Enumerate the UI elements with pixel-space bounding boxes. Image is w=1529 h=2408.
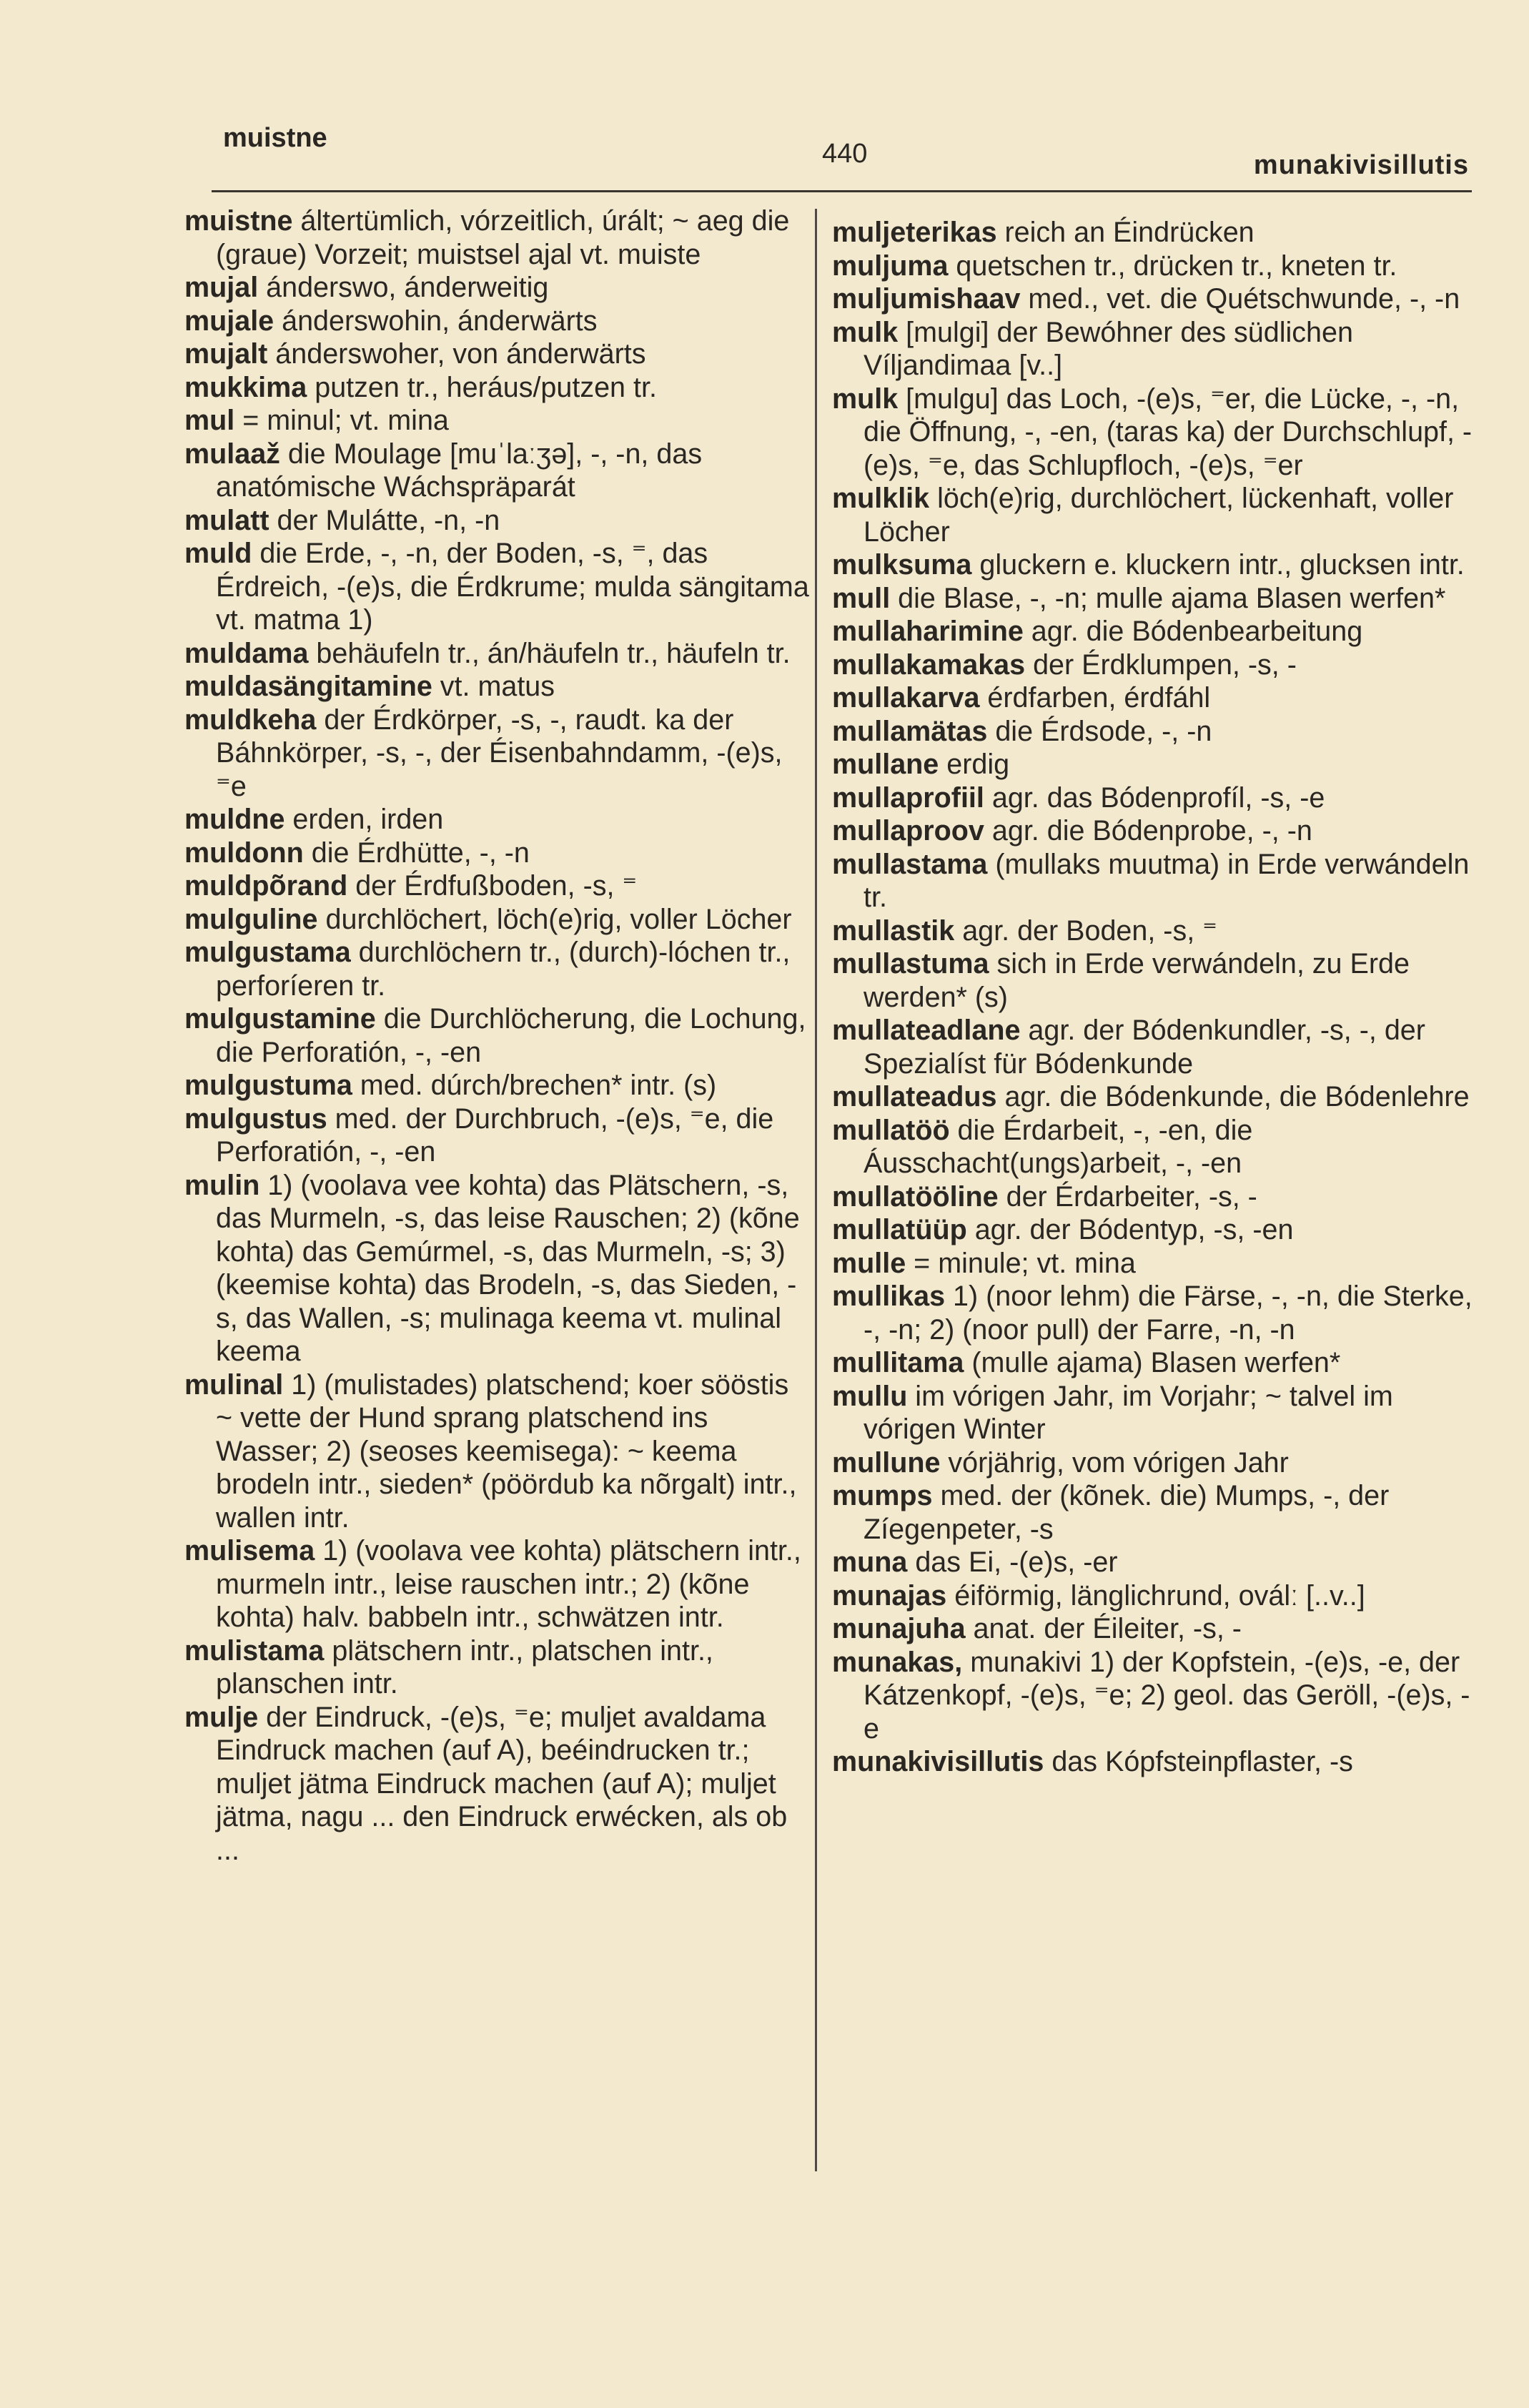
dictionary-entry: muldama behäufeln tr., án/häufeln tr., häufeln tr. <box>184 637 791 669</box>
dictionary-entry: munakivisillutis das Kópfsteinpflaster, -s <box>832 1746 1353 1777</box>
dictionary-entry: muldonn die Érdhütte, -, -n <box>184 837 530 869</box>
dictionary-entry: mulgustama durchlöchern tr., (durch)-lóchen tr., perforíeren tr. <box>184 937 791 1002</box>
left-column <box>184 204 812 1867</box>
dictionary-entry: mullatüüp agr. der Bódentyp, -s, -en <box>832 1214 1294 1245</box>
dictionary-entry: muld die Erde, -, -n, der Boden, -s, ⁼, das Érdreich, -(e)s, die Érdkrume; mulda sängitama vt. matma 1) <box>184 538 809 636</box>
dictionary-entry: mulk [mulgi] der Bewóhner des südlichen Víljandimaa [v..] <box>832 316 1353 381</box>
dictionary-entry: mulje der Eindruck, -(e)s, ⁼e; muljet avaldama Eindruck machen (auf A), beéindrucken tr.; muljet jätma Eindruck machen (auf A); muljet jätma, nagu ... den Eindruck erwécken, als ob ... <box>184 1701 788 1866</box>
dictionary-entry: mullastik agr. der Boden, -s, ⁼ <box>832 914 1218 947</box>
dictionary-entry: mullane erdig <box>832 749 1010 780</box>
dictionary-entry: mujal ánderswo, ánderweitig <box>184 272 549 303</box>
dictionary-entry: mullamätas die Érdsode, -, -n <box>832 715 1212 747</box>
dictionary-entry: muljeterikas reich an Éindrücken <box>832 217 1255 248</box>
dictionary-entry: mullatööline der Érdarbeiter, -s, - <box>832 1180 1257 1213</box>
dictionary-entry: mullastuma sich in Erde verwándeln, zu Erde werden* (s) <box>832 948 1410 1013</box>
dictionary-entry: mulinal 1) (mulistades) platschend; koer sööstis ~ vette der Hund sprang platschend ins Wasser; 2) (seoses keemisega): ~ keema brodeln intr., sieden* (pöördub ka nõrgalt) intr., wallen intr. <box>184 1368 797 1534</box>
dictionary-entry: mulgustuma med. dúrch/brechen* intr. (s) <box>184 1070 717 1101</box>
dictionary-entry: mukkima putzen tr., heráus/putzen tr. <box>184 371 657 403</box>
dictionary-entry: mulksuma gluckern e. kluckern intr., glucksen intr. <box>832 549 1465 581</box>
dictionary-entry: mulatt der Mulátte, -n, -n <box>184 504 500 536</box>
dictionary-entry: mullikas 1) (noor lehm) die Färse, -, -n, die Sterke, -, -n; 2) (noor pull) der Farre, -n, -n <box>832 1281 1473 1346</box>
dictionary-entry: mulgustamine die Durchlöcherung, die Lochung, die Perforatión, -, -en <box>184 1003 806 1068</box>
dictionary-entry: mujale ánderswohin, ánderwärts <box>184 305 598 337</box>
dictionary-entry: mulistama plätschern intr., platschen intr., planschen intr. <box>184 1634 713 1699</box>
dictionary-entry: mullaprofiil agr. das Bódenprofíl, -s, -e <box>832 781 1325 814</box>
dictionary-entry: mullaproov agr. die Bódenprobe, -, -n <box>832 815 1312 847</box>
dictionary-entry: mul = minul; vt. mina <box>184 405 449 436</box>
dictionary-entry: mulle = minule; vt. mina <box>832 1247 1136 1279</box>
dictionary-entry: mulin 1) (voolava vee kohta) das Plätschern, -s, das Murmeln, -s, das leise Rauschen; 2) (kõne kohta) das Gemúrmel, -s, das Murmeln, -s; 3) (keemise kohta) das Brodeln, -s, das Sieden, -s, das Wallen, -s; mulinaga keema vt. mulinal keema <box>184 1169 800 1367</box>
dictionary-entry: muistne áltertümlich, vórzeitlich, úrált; ~ aeg die (graue) Vorzeit; muistsel ajal vt. muiste <box>184 205 790 270</box>
header-rule <box>212 190 1472 192</box>
dictionary-entry: mumps med. der (kõnek. die) Mumps, -, der Zíegenpeter, -s <box>832 1480 1390 1545</box>
dictionary-entry: mulisema 1) (voolava vee kohta) plätschern intr., murmeln intr., leise rauschen intr.; 2) (kõne kohta) halv. babbeln intr., schwätzen intr. <box>184 1535 801 1633</box>
dictionary-entry: mullateadus agr. die Bódenkunde, die Bódenlehre <box>832 1081 1470 1112</box>
dictionary-entry: munajas éiförmig, länglichrund, oválː [..v..] <box>832 1579 1365 1612</box>
dictionary-entry: mullune vórjährig, vom vórigen Jahr <box>832 1446 1289 1479</box>
dictionary-entry: mulguline durchlöchert, löch(e)rig, voller Löcher <box>184 903 792 935</box>
right-column <box>832 216 1475 1779</box>
dictionary-entry: mullakarva érdfarben, érdfáhl <box>832 682 1211 714</box>
dictionary-entry: mulaaž die Moulage [muˈlaːʒə], -, -n, das anatómische Wáchspräparát <box>184 438 703 503</box>
dictionary-entry: munakas, munakivi 1) der Kopfstein, -(e)s, -e, der Kátzenkopf, -(e)s, ⁼e; 2) geol. das Geröll, -(e)s, -e <box>832 1646 1470 1745</box>
header-left-guideword: muistne <box>223 123 327 153</box>
dictionary-entry: muldkeha der Érdkörper, -s, -, raudt. ka der Báhnkörper, -s, -, der Éisenbahndamm, -(e)s, ⁼e <box>184 704 783 802</box>
dictionary-entry: mulk [mulgu] das Loch, -(e)s, ⁼er, die Lücke, -, -n, die Öffnung, -, -en, (taras ka) der Durchschlupf, -(e)s, ⁼e, das Schlupfloch, -(e)s, ⁼er <box>832 383 1473 481</box>
column-divider <box>815 209 817 2171</box>
dictionary-entry: mulgustus med. der Durchbruch, -(e)s, ⁼e, die Perforatión, -, -en <box>184 1102 774 1168</box>
dictionary-entry: muna das Ei, -(e)s, -er <box>832 1546 1118 1578</box>
dictionary-entry: mullaharimine agr. die Bódenbearbeitung <box>832 616 1363 647</box>
dictionary-entry: mullatöö die Érdarbeit, -, -en, die Áusschacht(ungs)arbeit, -, -en <box>832 1114 1253 1179</box>
dictionary-entry: mujalt ánderswoher, von ánderwärts <box>184 338 646 370</box>
dictionary-entry: mullakamakas der Érdklumpen, -s, - <box>832 648 1297 681</box>
dictionary-entry: mulklik löch(e)rig, durchlöchert, lückenhaft, voller Löcher <box>832 483 1454 548</box>
page-number: 440 <box>822 139 868 169</box>
dictionary-entry: mull die Blase, -, -n; mulle ajama Blasen werfen* <box>832 582 1446 614</box>
dictionary-entry: munajuha anat. der Éileiter, -s, - <box>832 1613 1242 1644</box>
dictionary-entry: muldne erden, irden <box>184 804 444 835</box>
dictionary-entry: mullitama (mulle ajama) Blasen werfen* <box>832 1347 1341 1378</box>
dictionary-entry: mullu im vórigen Jahr, im Vorjahr; ~ talvel im vórigen Winter <box>832 1380 1393 1445</box>
dictionary-entry: muldpõrand der Érdfußboden, -s, ⁼ <box>184 870 638 902</box>
dictionary-entry: muljumishaav med., vet. die Quétschwunde, -, -n <box>832 283 1460 315</box>
dictionary-entry: muldasängitamine vt. matus <box>184 671 555 702</box>
dictionary-entry: muljuma quetschen tr., drücken tr., kneten tr. <box>832 250 1397 282</box>
dictionary-entry: mullateadlane agr. der Bódenkundler, -s, -, der Spezialíst für Bódenkunde <box>832 1015 1425 1080</box>
dictionary-entry: mullastama (mullaks muutma) in Erde verwándeln tr. <box>832 848 1470 913</box>
header-right-guideword: munakivisillutis <box>1253 150 1469 180</box>
